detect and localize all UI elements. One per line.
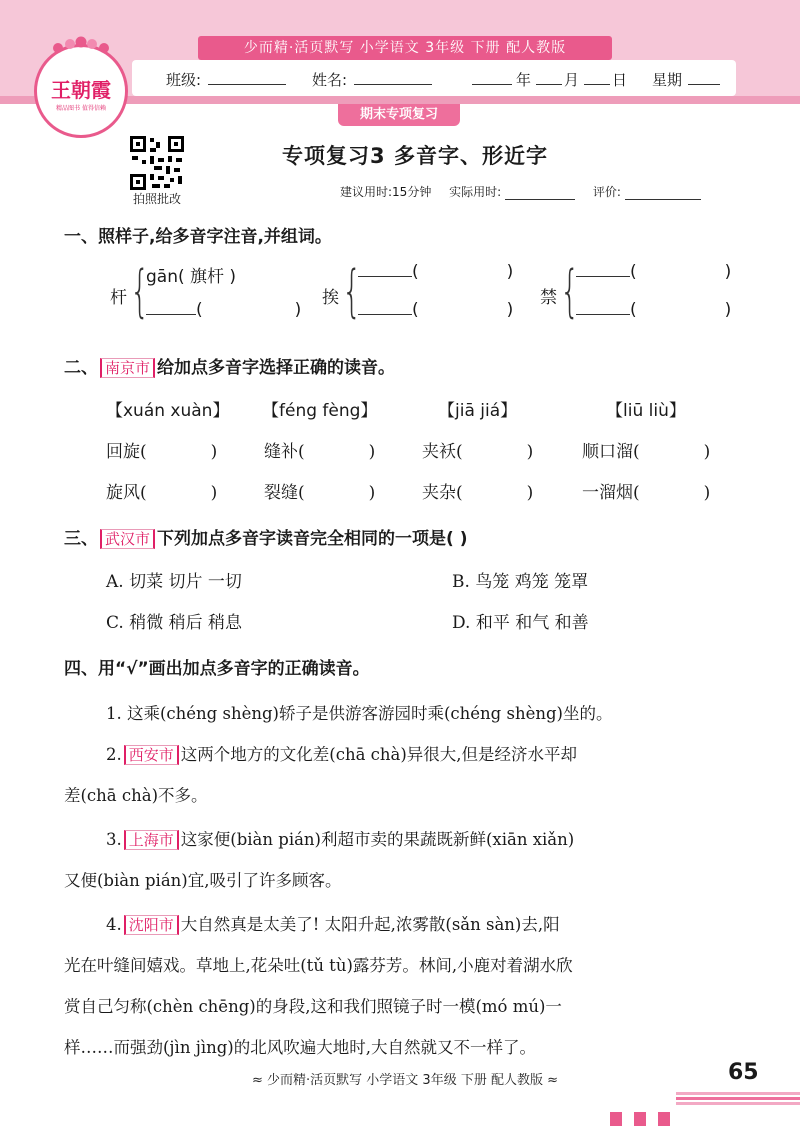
pinyin-blank[interactable]: [146, 314, 196, 315]
month-label: 月: [564, 71, 580, 89]
q4-sentence-4-line4: 样……而强劲(jìn jìng)的北风吹遍大地时,大自然就又不一样了。: [64, 1038, 536, 1057]
q4-sentence-4-line2: 光在叶缝间嬉戏。草地上,花朵吐(tǔ tù)露芬芳。林间,小鹿对着湖水欣: [64, 956, 573, 975]
q2-word: 裂缝( ): [264, 483, 376, 503]
q2-options: 【féng fèng】: [262, 401, 378, 421]
q2-text: 给加点多音字选择正确的读音。: [157, 358, 396, 378]
brace-icon: {: [342, 259, 362, 324]
evaluation-label: 评价:: [592, 185, 621, 199]
q1-example-word: 旗杆: [190, 267, 225, 287]
section-tag: 期末专项复习: [338, 104, 460, 126]
qr-caption: 拍照批改: [132, 192, 181, 206]
q1-char: 杆: [110, 288, 127, 308]
week-field[interactable]: [688, 70, 720, 85]
footer-stripe: [676, 1090, 800, 1106]
q4-sentence-4-line3: 赏自己匀称(chèn chēng)的身段,这和我们照镜子时一模(mó mú)一: [64, 997, 562, 1016]
brace-icon: {: [560, 259, 580, 324]
city-tag: 南京市: [100, 358, 155, 378]
q3-prefix: 三、: [64, 529, 98, 549]
city-tag: 上海市: [124, 830, 179, 850]
q2-word: 缝补( ): [264, 442, 376, 462]
q4-sentence-1: 1. 这乘(chéng shèng)轿子是供游客游园时乘(chéng shèng)坐的。: [106, 704, 613, 723]
city-tag: 武汉市: [100, 529, 155, 549]
q2-title: [64, 353, 395, 378]
q2-options: 【xuán xuàn】: [106, 401, 230, 421]
year-field[interactable]: [472, 70, 512, 85]
logo-subtext: 精品图书 值得信赖: [56, 105, 106, 112]
meta-line: [340, 183, 701, 200]
city-tag: 西安市: [124, 745, 179, 765]
q2-options: 【liū liù】: [606, 401, 686, 421]
logo-text: 王朝霞: [51, 78, 111, 102]
q3-option-a[interactable]: A. 切菜 切片 一切: [106, 572, 242, 592]
q2-word: 夹袄( ): [422, 442, 534, 462]
q2-options: 【jiā jiá】: [438, 401, 518, 421]
pinyin-blank[interactable]: [576, 314, 630, 315]
q1-title: 一、照样子,给多音字注音,并组词。: [64, 227, 332, 247]
page-title: 专项复习3 多音字、形近字: [282, 144, 548, 168]
evaluation-field[interactable]: [625, 185, 701, 200]
pinyin-blank[interactable]: [358, 276, 412, 277]
q1-char: 挨: [322, 288, 339, 308]
q4-sentence-3: 3. 上海市 这家便(biàn pián)利超市卖的果蔬既新鲜(xiān xiǎn): [106, 830, 575, 849]
q1-answer-row: ( ): [146, 300, 301, 320]
q4-title: 四、用“√”画出加点多音字的正确读音。: [64, 659, 370, 679]
q2-prefix: 二、: [64, 358, 98, 378]
footer-text: ≈ 少而精·活页默写 小学语文 3年级 下册 配人教版 ≈: [252, 1073, 558, 1088]
page-number: 65: [728, 1060, 759, 1085]
pinyin-blank[interactable]: [358, 314, 412, 315]
q3-option-b[interactable]: B. 鸟笼 鸡笼 笼罩: [452, 572, 589, 592]
q1-answer-row: ( ): [576, 262, 731, 282]
q3-title: [64, 524, 467, 549]
day-field[interactable]: [584, 70, 610, 85]
day-label: 日: [612, 71, 628, 89]
year-label: 年: [516, 71, 532, 89]
q1-answer-row: ( ): [358, 300, 513, 320]
q1-example-pinyin: gān: [146, 267, 178, 287]
class-field[interactable]: [208, 70, 286, 85]
crown-icon: [50, 36, 112, 56]
footer-decoration: [610, 1112, 750, 1130]
suggested-time: 建议用时:15分钟: [340, 185, 432, 199]
q1-answer-row: ( ): [358, 262, 513, 282]
actual-time-field[interactable]: [505, 185, 575, 200]
q4-sentence-2-cont: 差(chā chà)不多。: [64, 786, 208, 805]
name-label: 姓名:: [312, 71, 348, 89]
footer-block: [610, 1112, 622, 1126]
pinyin-blank[interactable]: [576, 276, 630, 277]
footer-block: [658, 1112, 670, 1126]
class-label: 班级:: [166, 71, 202, 89]
brace-icon: {: [130, 259, 150, 324]
q2-word: 旋风( ): [106, 483, 218, 503]
q3-option-c[interactable]: C. 稍微 稍后 稍息: [106, 613, 243, 633]
q2-word: 夹杂( ): [422, 483, 534, 503]
q1-answer-row: ( ): [576, 300, 731, 320]
q2-word: 一溜烟( ): [582, 483, 711, 503]
q2-word: 顺口溜( ): [582, 442, 711, 462]
q4-sentence-4: 4. 沈阳市 大自然真是太美了! 太阳升起,浓雾散(sǎn sàn)去,阳: [106, 915, 560, 934]
q4-sentence-2: 2. 西安市 这两个地方的文化差(chā chà)异很大,但是经济水平却: [106, 745, 578, 764]
city-tag: 沈阳市: [124, 915, 179, 935]
name-field[interactable]: [354, 70, 432, 85]
book-title: 少而精·活页默写 小学语文 3年级 下册 配人教版: [198, 36, 612, 60]
q3-option-d[interactable]: D. 和平 和气 和善: [452, 613, 589, 633]
qr-code-icon[interactable]: [130, 136, 184, 190]
actual-time-label: 实际用时:: [449, 185, 502, 199]
q3-text: 下列加点多音字读音完全相同的一项是( ): [157, 529, 468, 549]
q4-sentence-3-cont: 又便(biàn pián)宜,吸引了许多顾客。: [64, 871, 342, 890]
student-info-bar: [132, 60, 736, 96]
month-field[interactable]: [536, 70, 562, 85]
q2-word: 回旋( ): [106, 442, 218, 462]
q1-char: 禁: [540, 288, 557, 308]
week-label: 星期: [652, 71, 683, 89]
footer-block: [634, 1112, 646, 1126]
q1-example: gān( 旗杆 ): [146, 267, 237, 287]
